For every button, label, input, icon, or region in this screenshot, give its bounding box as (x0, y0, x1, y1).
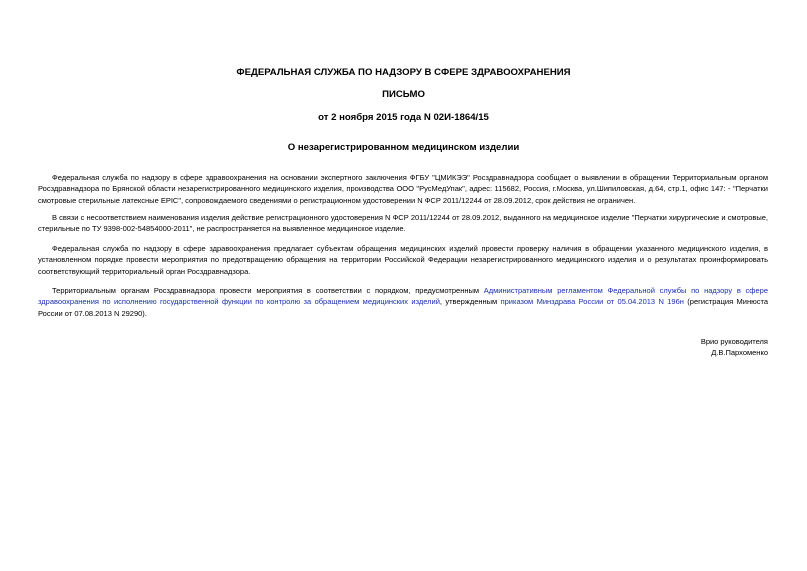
signatory-position: Врио руководителя (700, 337, 768, 346)
document-type: ПИСЬМО (382, 89, 425, 100)
paragraph-2: В связи с несоответствием наименования изделия действие регистрационного удостоверения N ФСР 2011/12244 от 28.09.2012, выданного на медицинское изделие "Перчатки хирургические и смотровые, стерильные по ТУ 9398-002-54854000-2011", не распространяется на выявленное медицинское изделие. (38, 213, 768, 234)
agency-title: ФЕДЕРАЛЬНАЯ СЛУЖБА ПО НАДЗОРУ В СФЕРЕ ЗДРАВООХРАНЕНИЯ (236, 67, 571, 78)
paragraph-4-text-3: (регистрация Минюста России от 07.08.2013 N 29290). (38, 297, 768, 318)
signature-block (701, 336, 768, 358)
paragraph-3: Федеральная служба по надзору в сфере здравоохранения предлагает субъектам обращения медицинских изделий провести проверку наличия в обращении указанного медицинского изделия, в установленном порядке провести мероприятия по предотвращению обращения на территории Российской Федерации незарегистрированного медицинского изделия и о результатах проинформировать соответствующий территориальный орган Росздравнадзора. (38, 244, 768, 276)
paragraph-4-text-1: Территориальным органам Росздравнадзора провести мероприятия в соответствии с порядком, предусмотренным (52, 286, 484, 295)
signatory-name: Д.В.Пархоменко (711, 348, 768, 357)
paragraph-1: Федеральная служба по надзору в сфере здравоохранения на основании экспертного заключения ФГБУ "ЦМИКЭЭ" Росздравнадзора сообщает о выявлении в обращении Территориальным органом Росздравнадзора по Брянской области незарегистрированного медицинского изделия, производства ООО "РусМедУпак", адрес: 115682, Россия, г.Москва, ул.Шипиловская, д.64, стр.1, офис 147: - "Перчатки смотровые стерильные латексные EPIC", сопровождаемого сведениями о регистрационном удостоверении N ФСР 2011/12244 от 28.09.2012, срок действия не ограничен. (38, 173, 768, 205)
paragraph-4-text-2: , утвержденным (439, 297, 501, 307)
document-subject: О незарегистрированном медицинском изделии (287, 142, 520, 153)
ministry-order-link[interactable]: приказом Минздрава России от 05.04.2013 N 196н (500, 297, 684, 307)
document-date-number: от 2 ноября 2015 года N 02И-1864/15 (318, 112, 489, 123)
paragraph-4 (38, 285, 768, 319)
administrative-regulation-link[interactable]: Административным регламентом Федеральной службы по надзору в сфере здравоохранения по исполнению государственной функции по контролю за обращением медицинских изделий (38, 286, 768, 307)
